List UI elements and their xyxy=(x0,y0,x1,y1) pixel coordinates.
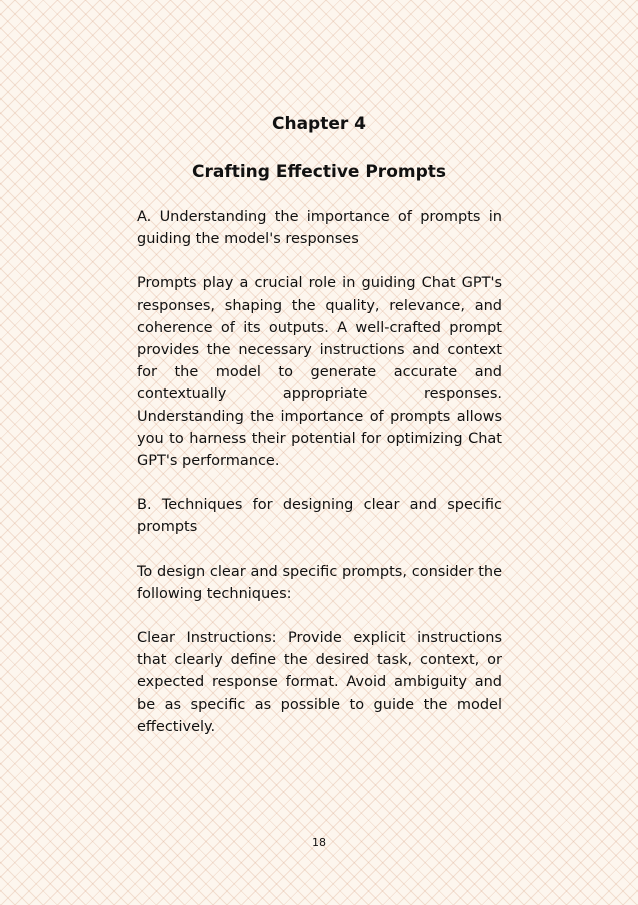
paragraph: Clear Instructions: Provide explicit instructions that clearly define the desired task, context, or expected response format. Avoid ambiguity and be as specific as possible to guide the model effectively. xyxy=(137,630,502,735)
section-heading-a: A. Understanding the importance of prompts in guiding the model's responses xyxy=(137,209,502,248)
body-text xyxy=(137,206,502,760)
paragraph: To design clear and specific prompts, consider the following techniques: xyxy=(137,563,502,602)
chapter-title: Crafting Effective Prompts xyxy=(192,162,446,182)
chapter-label: Chapter 4 xyxy=(271,114,366,134)
paragraph: Prompts play a crucial role in guiding Chat GPT's responses, shaping the quality, relevance, and coherence of its outputs. A well-crafted prompt provides the necessary instructions and context for the model to generate accurate and contextually appropriate responses. Understanding the importance of prompts allows you to harness their potential for optimizing Chat GPT's performance. xyxy=(137,275,502,470)
section-heading-b: B. Techniques for designing clear and specific prompts xyxy=(137,497,502,536)
page-number: 18 xyxy=(312,836,326,849)
